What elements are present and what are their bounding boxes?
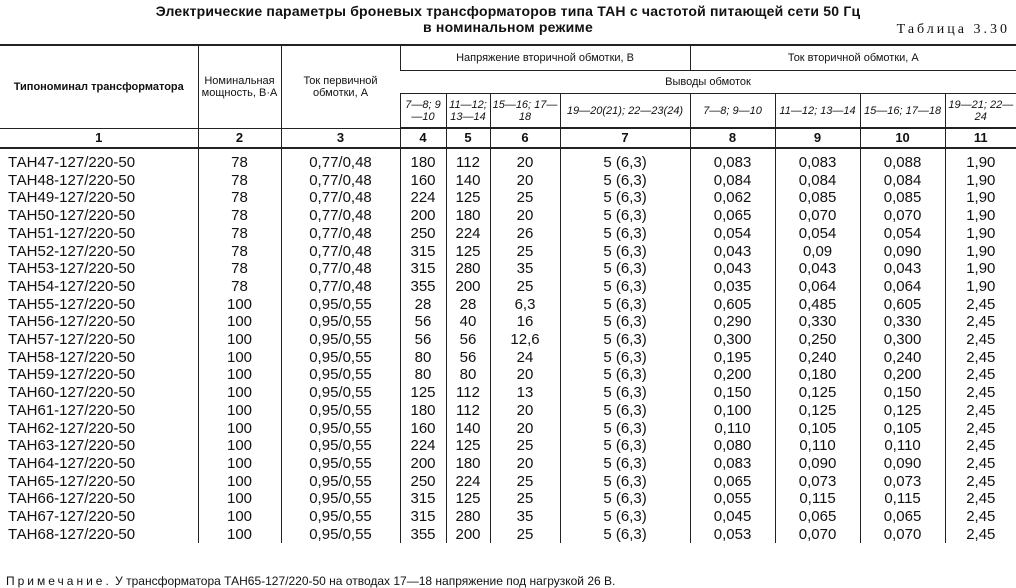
column-number-5: 5 xyxy=(446,128,490,148)
column-number-2: 2 xyxy=(198,128,281,148)
cell-col-9: 0,064 xyxy=(775,278,860,296)
cell-col-6: 20 xyxy=(490,455,560,473)
cell-col-11: 1,90 xyxy=(945,260,1016,278)
cell-col-5: 125 xyxy=(446,243,490,261)
cell-col-5: 224 xyxy=(446,473,490,491)
cell-col-5: 180 xyxy=(446,207,490,225)
cell-col-4: 180 xyxy=(400,402,446,420)
cell-col-8: 0,084 xyxy=(690,172,775,190)
cell-col-3: 0,95/0,55 xyxy=(281,366,400,384)
cell-col-6: 20 xyxy=(490,207,560,225)
cell-col-6: 20 xyxy=(490,420,560,438)
cell-col-2: 100 xyxy=(198,473,281,491)
cell-col-5: 56 xyxy=(446,349,490,367)
cell-col-8: 0,062 xyxy=(690,189,775,207)
cell-type: ТАН60-127/220-50 xyxy=(8,384,136,402)
cell-type: ТАН49-127/220-50 xyxy=(8,189,136,207)
header-terminal-3: 15—16; 17—18 xyxy=(490,94,560,129)
cell-col-5: 28 xyxy=(446,296,490,314)
cell-col-2: 100 xyxy=(198,526,281,544)
cell-col-11: 2,45 xyxy=(945,437,1016,455)
table-row xyxy=(0,455,1016,473)
cell-col-3: 0,95/0,55 xyxy=(281,420,400,438)
cell-col-4: 28 xyxy=(400,296,446,314)
cell-col-2: 78 xyxy=(198,207,281,225)
cell-col-9: 0,085 xyxy=(775,189,860,207)
cell-col-11: 2,45 xyxy=(945,384,1016,402)
cell-col-2: 78 xyxy=(198,154,281,172)
table-row xyxy=(0,260,1016,278)
cell-col-6: 25 xyxy=(490,526,560,544)
cell-col-3: 0,77/0,48 xyxy=(281,278,400,296)
column-number-10: 10 xyxy=(860,128,945,148)
cell-col-10: 0,084 xyxy=(860,172,945,190)
cell-col-7: 5 (6,3) xyxy=(560,296,690,314)
cell-type: ТАН61-127/220-50 xyxy=(8,401,136,419)
cell-col-9: 0,180 xyxy=(775,366,860,384)
cell-col-4: 200 xyxy=(400,207,446,225)
cell-col-11: 2,45 xyxy=(945,526,1016,544)
cell-col-5: 40 xyxy=(446,313,490,331)
cell-col-6: 25 xyxy=(490,437,560,455)
cell-col-2: 100 xyxy=(198,490,281,508)
cell-col-7: 5 (6,3) xyxy=(560,243,690,261)
cell-col-8: 0,065 xyxy=(690,207,775,225)
cell-col-5: 125 xyxy=(446,490,490,508)
cell-col-4: 56 xyxy=(400,313,446,331)
cell-type: ТАН59-127/220-50 xyxy=(8,366,136,384)
cell-col-4: 160 xyxy=(400,420,446,438)
cell-col-3: 0,95/0,55 xyxy=(281,402,400,420)
cell-col-2: 78 xyxy=(198,189,281,207)
column-number-1: 1 xyxy=(0,128,198,148)
cell-col-9: 0,083 xyxy=(775,154,860,172)
column-number-11: 11 xyxy=(945,128,1016,148)
cell-col-9: 0,330 xyxy=(775,313,860,331)
cell-col-9: 0,043 xyxy=(775,260,860,278)
cell-col-8: 0,045 xyxy=(690,508,775,526)
cell-col-8: 0,083 xyxy=(690,455,775,473)
cell-col-10: 0,300 xyxy=(860,331,945,349)
cell-col-8: 0,065 xyxy=(690,473,775,491)
cell-col-2: 100 xyxy=(198,402,281,420)
cell-col-10: 0,090 xyxy=(860,455,945,473)
cell-col-3: 0,77/0,48 xyxy=(281,172,400,190)
cell-col-11: 2,45 xyxy=(945,490,1016,508)
cell-col-5: 280 xyxy=(446,508,490,526)
cell-col-4: 315 xyxy=(400,243,446,261)
column-number-9: 9 xyxy=(775,128,860,148)
cell-col-6: 25 xyxy=(490,243,560,261)
cell-col-2: 78 xyxy=(198,278,281,296)
cell-col-5: 140 xyxy=(446,420,490,438)
table-row xyxy=(0,207,1016,225)
cell-col-7: 5 (6,3) xyxy=(560,260,690,278)
table-row xyxy=(0,349,1016,367)
cell-col-2: 100 xyxy=(198,331,281,349)
title-line-2: в номинальном режиме xyxy=(423,19,593,35)
cell-type: ТАН65-127/220-50 xyxy=(8,472,136,490)
table-row xyxy=(0,473,1016,491)
cell-col-7: 5 (6,3) xyxy=(560,207,690,225)
cell-type: ТАН62-127/220-50 xyxy=(8,419,136,437)
cell-col-3: 0,95/0,55 xyxy=(281,526,400,544)
cell-col-3: 0,77/0,48 xyxy=(281,189,400,207)
cell-type: ТАН55-127/220-50 xyxy=(8,295,136,313)
cell-col-9: 0,125 xyxy=(775,384,860,402)
cell-col-3: 0,95/0,55 xyxy=(281,349,400,367)
cell-type: ТАН57-127/220-50 xyxy=(8,331,136,349)
cell-col-9: 0,054 xyxy=(775,225,860,243)
cell-col-7: 5 (6,3) xyxy=(560,384,690,402)
cell-col-6: 25 xyxy=(490,189,560,207)
cell-col-3: 0,77/0,48 xyxy=(281,207,400,225)
cell-col-7: 5 (6,3) xyxy=(560,189,690,207)
cell-col-10: 0,043 xyxy=(860,260,945,278)
cell-col-7: 5 (6,3) xyxy=(560,402,690,420)
cell-col-11: 2,45 xyxy=(945,296,1016,314)
table-row xyxy=(0,402,1016,420)
cell-col-8: 0,300 xyxy=(690,331,775,349)
cell-col-2: 78 xyxy=(198,172,281,190)
cell-col-3: 0,95/0,55 xyxy=(281,313,400,331)
cell-col-8: 0,043 xyxy=(690,260,775,278)
cell-col-10: 0,070 xyxy=(860,207,945,225)
column-number-3: 3 xyxy=(281,128,400,148)
cell-col-10: 0,054 xyxy=(860,225,945,243)
header-primary-current: Ток первичной обмотки, А xyxy=(281,45,400,128)
column-number-8: 8 xyxy=(690,128,775,148)
table-row xyxy=(0,243,1016,261)
cell-col-11: 1,90 xyxy=(945,172,1016,190)
table-row xyxy=(0,331,1016,349)
cell-col-10: 0,070 xyxy=(860,526,945,544)
cell-col-11: 1,90 xyxy=(945,243,1016,261)
header-terminal-6: 11—12; 13—14 xyxy=(775,94,860,129)
cell-col-9: 0,073 xyxy=(775,473,860,491)
cell-type: ТАН48-127/220-50 xyxy=(8,171,136,189)
cell-col-9: 0,115 xyxy=(775,490,860,508)
cell-col-4: 315 xyxy=(400,260,446,278)
cell-col-11: 1,90 xyxy=(945,189,1016,207)
cell-col-5: 140 xyxy=(446,172,490,190)
header-type: Типономинал трансформатора xyxy=(0,45,198,128)
cell-col-2: 100 xyxy=(198,508,281,526)
cell-col-2: 100 xyxy=(198,349,281,367)
cell-col-4: 315 xyxy=(400,490,446,508)
header-terminal-2: 11—12; 13—14 xyxy=(446,94,490,129)
cell-col-7: 5 (6,3) xyxy=(560,225,690,243)
cell-col-11: 1,90 xyxy=(945,207,1016,225)
table-row xyxy=(0,154,1016,172)
cell-col-3: 0,95/0,55 xyxy=(281,508,400,526)
table-row xyxy=(0,189,1016,207)
cell-col-9: 0,090 xyxy=(775,455,860,473)
table-number: Таблица 3.30 xyxy=(896,22,1010,37)
cell-col-8: 0,290 xyxy=(690,313,775,331)
cell-col-9: 0,485 xyxy=(775,296,860,314)
cell-col-7: 5 (6,3) xyxy=(560,366,690,384)
cell-col-4: 355 xyxy=(400,278,446,296)
cell-col-9: 0,070 xyxy=(775,526,860,544)
header-terminals: Выводы обмоток xyxy=(400,71,1016,94)
cell-col-5: 224 xyxy=(446,225,490,243)
cell-col-5: 125 xyxy=(446,437,490,455)
cell-col-6: 6,3 xyxy=(490,296,560,314)
cell-col-10: 0,150 xyxy=(860,384,945,402)
cell-col-9: 0,105 xyxy=(775,420,860,438)
cell-col-5: 56 xyxy=(446,331,490,349)
table-row xyxy=(0,490,1016,508)
cell-col-9: 0,125 xyxy=(775,402,860,420)
cell-col-3: 0,95/0,55 xyxy=(281,384,400,402)
cell-col-10: 0,605 xyxy=(860,296,945,314)
cell-col-10: 0,065 xyxy=(860,508,945,526)
cell-col-2: 100 xyxy=(198,313,281,331)
cell-col-4: 355 xyxy=(400,526,446,544)
cell-col-7: 5 (6,3) xyxy=(560,420,690,438)
cell-col-5: 112 xyxy=(446,154,490,172)
cell-col-5: 112 xyxy=(446,402,490,420)
cell-type: ТАН68-127/220-50 xyxy=(8,525,136,543)
cell-col-7: 5 (6,3) xyxy=(560,437,690,455)
cell-col-8: 0,200 xyxy=(690,366,775,384)
cell-col-9: 0,084 xyxy=(775,172,860,190)
cell-type: ТАН66-127/220-50 xyxy=(8,490,136,508)
cell-col-7: 5 (6,3) xyxy=(560,349,690,367)
header-terminal-5: 7—8; 9—10 xyxy=(690,94,775,129)
note-text: У трансформатора ТАН65-127/220-50 на отводах 17—18 напряжение под нагрузкой 26 В. xyxy=(115,574,616,588)
cell-col-4: 250 xyxy=(400,225,446,243)
table-row xyxy=(0,508,1016,526)
cell-col-7: 5 (6,3) xyxy=(560,331,690,349)
cell-col-10: 0,088 xyxy=(860,154,945,172)
cell-col-9: 0,065 xyxy=(775,508,860,526)
cell-col-11: 2,45 xyxy=(945,402,1016,420)
cell-col-3: 0,95/0,55 xyxy=(281,455,400,473)
cell-col-4: 160 xyxy=(400,172,446,190)
cell-col-10: 0,110 xyxy=(860,437,945,455)
cell-col-7: 5 (6,3) xyxy=(560,526,690,544)
cell-col-10: 0,240 xyxy=(860,349,945,367)
table-row xyxy=(0,526,1016,544)
cell-col-2: 100 xyxy=(198,437,281,455)
table-row xyxy=(0,172,1016,190)
cell-col-11: 2,45 xyxy=(945,473,1016,491)
cell-col-9: 0,09 xyxy=(775,243,860,261)
note-label: Примечание. xyxy=(6,574,112,588)
cell-col-3: 0,95/0,55 xyxy=(281,473,400,491)
table-row xyxy=(0,420,1016,438)
cell-col-10: 0,085 xyxy=(860,189,945,207)
header-terminal-4: 19—20(21); 22—23(24) xyxy=(560,94,690,129)
cell-col-3: 0,95/0,55 xyxy=(281,437,400,455)
cell-col-10: 0,090 xyxy=(860,243,945,261)
table-row xyxy=(0,437,1016,455)
cell-col-3: 0,77/0,48 xyxy=(281,225,400,243)
cell-col-11: 2,45 xyxy=(945,420,1016,438)
cell-col-6: 26 xyxy=(490,225,560,243)
cell-type: ТАН53-127/220-50 xyxy=(8,260,136,278)
table-row xyxy=(0,366,1016,384)
cell-col-8: 0,195 xyxy=(690,349,775,367)
column-number-4: 4 xyxy=(400,128,446,148)
cell-col-4: 56 xyxy=(400,331,446,349)
cell-col-5: 112 xyxy=(446,384,490,402)
table-row xyxy=(0,278,1016,296)
cell-col-5: 180 xyxy=(446,455,490,473)
cell-col-10: 0,200 xyxy=(860,366,945,384)
header-secondary-voltage: Напряжение вторичной обмотки, В xyxy=(400,45,690,71)
table-row xyxy=(0,313,1016,331)
cell-col-7: 5 (6,3) xyxy=(560,313,690,331)
cell-col-2: 100 xyxy=(198,455,281,473)
cell-type: ТАН54-127/220-50 xyxy=(8,277,136,295)
cell-col-5: 200 xyxy=(446,526,490,544)
cell-type: ТАН56-127/220-50 xyxy=(8,313,136,331)
cell-col-6: 20 xyxy=(490,402,560,420)
cell-col-3: 0,77/0,48 xyxy=(281,154,400,172)
title-line-1: Электрические параметры броневых трансформаторов типа ТАН с частотой питающей сети 50 Гц xyxy=(155,3,861,19)
cell-type: ТАН58-127/220-50 xyxy=(8,348,136,366)
table-row xyxy=(0,384,1016,402)
cell-col-8: 0,083 xyxy=(690,154,775,172)
table-title xyxy=(0,3,1016,35)
cell-col-8: 0,100 xyxy=(690,402,775,420)
cell-col-4: 250 xyxy=(400,473,446,491)
cell-col-2: 78 xyxy=(198,243,281,261)
cell-col-7: 5 (6,3) xyxy=(560,508,690,526)
cell-col-4: 180 xyxy=(400,154,446,172)
header-terminal-7: 15—16; 17—18 xyxy=(860,94,945,129)
cell-col-9: 0,240 xyxy=(775,349,860,367)
cell-col-3: 0,77/0,48 xyxy=(281,243,400,261)
cell-col-4: 80 xyxy=(400,366,446,384)
cell-col-8: 0,053 xyxy=(690,526,775,544)
cell-col-6: 35 xyxy=(490,508,560,526)
header-terminal-1: 7—8; 9—10 xyxy=(400,94,446,129)
cell-col-6: 16 xyxy=(490,313,560,331)
cell-col-4: 315 xyxy=(400,508,446,526)
cell-col-7: 5 (6,3) xyxy=(560,490,690,508)
cell-col-4: 125 xyxy=(400,384,446,402)
cell-col-11: 2,45 xyxy=(945,349,1016,367)
cell-col-11: 1,90 xyxy=(945,154,1016,172)
cell-col-6: 20 xyxy=(490,172,560,190)
cell-type: ТАН52-127/220-50 xyxy=(8,242,136,260)
cell-col-2: 100 xyxy=(198,366,281,384)
cell-col-8: 0,110 xyxy=(690,420,775,438)
cell-col-8: 0,054 xyxy=(690,225,775,243)
cell-col-9: 0,250 xyxy=(775,331,860,349)
cell-col-2: 78 xyxy=(198,225,281,243)
cell-col-10: 0,064 xyxy=(860,278,945,296)
cell-col-4: 80 xyxy=(400,349,446,367)
cell-col-6: 13 xyxy=(490,384,560,402)
cell-col-3: 0,77/0,48 xyxy=(281,260,400,278)
cell-type: ТАН50-127/220-50 xyxy=(8,207,136,225)
cell-col-6: 12,6 xyxy=(490,331,560,349)
cell-col-8: 0,055 xyxy=(690,490,775,508)
cell-col-4: 224 xyxy=(400,437,446,455)
cell-col-11: 1,90 xyxy=(945,225,1016,243)
cell-type: ТАН47-127/220-50 xyxy=(8,154,136,171)
cell-type: ТАН51-127/220-50 xyxy=(8,224,136,242)
cell-col-11: 2,45 xyxy=(945,508,1016,526)
cell-col-11: 1,90 xyxy=(945,278,1016,296)
cell-col-11: 2,45 xyxy=(945,313,1016,331)
cell-col-5: 80 xyxy=(446,366,490,384)
cell-col-6: 25 xyxy=(490,278,560,296)
cell-type: ТАН67-127/220-50 xyxy=(8,508,136,526)
header-power: Номинальная мощность, В·А xyxy=(198,45,281,128)
table-row xyxy=(0,296,1016,314)
cell-col-10: 0,073 xyxy=(860,473,945,491)
cell-col-10: 0,105 xyxy=(860,420,945,438)
cell-col-10: 0,330 xyxy=(860,313,945,331)
cell-col-7: 5 (6,3) xyxy=(560,154,690,172)
cell-col-5: 125 xyxy=(446,189,490,207)
cell-col-3: 0,95/0,55 xyxy=(281,331,400,349)
cell-col-9: 0,110 xyxy=(775,437,860,455)
cell-col-10: 0,125 xyxy=(860,402,945,420)
cell-col-7: 5 (6,3) xyxy=(560,278,690,296)
cell-col-4: 200 xyxy=(400,455,446,473)
cell-col-7: 5 (6,3) xyxy=(560,473,690,491)
cell-col-5: 280 xyxy=(446,260,490,278)
cell-col-6: 20 xyxy=(490,154,560,172)
header-terminal-8: 19—21; 22—24 xyxy=(945,94,1016,129)
cell-col-3: 0,95/0,55 xyxy=(281,490,400,508)
header-secondary-current: Ток вторичной обмотки, А xyxy=(690,45,1016,71)
cell-col-11: 2,45 xyxy=(945,331,1016,349)
cell-col-8: 0,043 xyxy=(690,243,775,261)
cell-col-6: 20 xyxy=(490,366,560,384)
table-row xyxy=(0,225,1016,243)
cell-col-10: 0,115 xyxy=(860,490,945,508)
cell-col-6: 25 xyxy=(490,490,560,508)
table-note xyxy=(6,574,615,588)
cell-type: ТАН63-127/220-50 xyxy=(8,437,136,455)
column-number-6: 6 xyxy=(490,128,560,148)
cell-col-11: 2,45 xyxy=(945,455,1016,473)
cell-col-8: 0,605 xyxy=(690,296,775,314)
cell-col-9: 0,070 xyxy=(775,207,860,225)
cell-col-2: 100 xyxy=(198,296,281,314)
cell-col-2: 100 xyxy=(198,384,281,402)
transformer-parameters-table xyxy=(0,44,1016,543)
cell-col-8: 0,035 xyxy=(690,278,775,296)
cell-col-5: 200 xyxy=(446,278,490,296)
cell-col-6: 35 xyxy=(490,260,560,278)
cell-col-7: 5 (6,3) xyxy=(560,172,690,190)
cell-col-3: 0,95/0,55 xyxy=(281,296,400,314)
column-number-7: 7 xyxy=(560,128,690,148)
cell-col-2: 78 xyxy=(198,260,281,278)
cell-col-2: 100 xyxy=(198,420,281,438)
cell-col-6: 24 xyxy=(490,349,560,367)
cell-type: ТАН64-127/220-50 xyxy=(8,454,136,472)
cell-col-7: 5 (6,3) xyxy=(560,455,690,473)
cell-col-8: 0,150 xyxy=(690,384,775,402)
cell-col-8: 0,080 xyxy=(690,437,775,455)
cell-col-11: 2,45 xyxy=(945,366,1016,384)
cell-col-4: 224 xyxy=(400,189,446,207)
cell-col-6: 25 xyxy=(490,473,560,491)
